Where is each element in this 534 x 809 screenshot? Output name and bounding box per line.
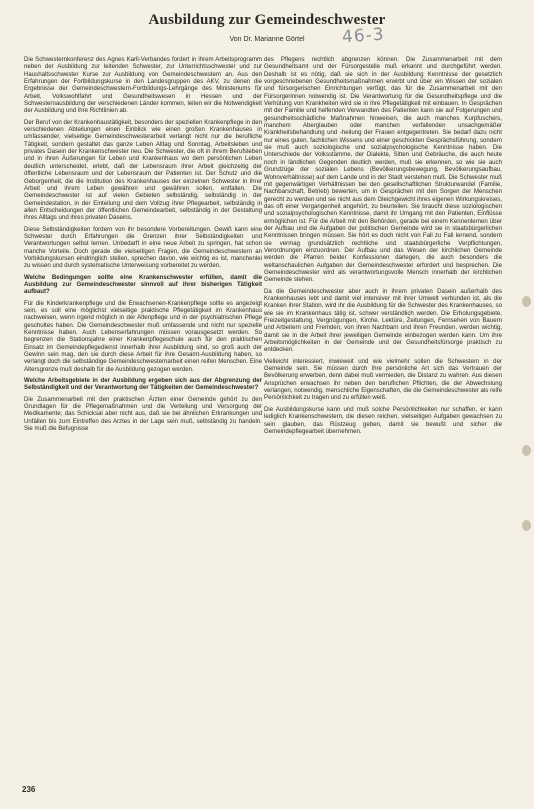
body-paragraph: Der Beruf von der Krankenhaustätigkeit, besonders der speziellen Krankenpflege in den verschiedenen Abteilungen einen Einblick wie einen großen Krankenhauses in umfassender, vielseitige Gemeindeschwesterarbeit verlangt nicht nur die berufliche Tätigkeit, sondern gestaltet das ganze Leben Alltag und Sonntag, Arbeitsleben und privates Dasein der Krankenschwester neu. Die Schwester, die oft in ihrem Berufsleben und in ihren Äußerungen für Leben und Krankenhaus wo dem persönlichen Leben deutlich unterscheidet, erlebt, daß der Lebensraum ihrer Arbeit gleichzeitig der öffentliche Lebensraum und der Lebensraum der Patienten ist. Der Schutz und die Geborgenheit, die die Institution des Krankenhauses der einzelnen Schwester in ihrer Arbeit und ihrem Leben gewähren und gewähren sollen, entfallen. Die Gemeindeschwester ist auf vielen Gebieten selbständig, selbständig in der Gemeindestation, in der Einteilung und dem Vollzug ihrer Pflegearbeit, selbständig in allen Entscheidungen der öffentlichen Gemeindearbeit, selbständig in der Gestaltung ihres Alltags und ihres privaten Daseins.: [24, 118, 262, 222]
body-paragraph: Vielleicht interessiert, inwieweit und wie vielmehr sollen die Schwestern in der Gemeinde sein. Sie müssen durch ihre persönliche Art sich das Vertrauen der Bevölkerung erwerben, denn dabei muß vermieden, die Distanz zu wahren. Aus diesen Ansprüchen erwachsen ihr neben den beruflichen Pflichten, die der Abwechslung verlangen, notwendig, menschliche Eigenschaften, die die Gemeindeschwester als reife Persönlichkeit zu tragen und zu erfüllen weiß.: [264, 357, 502, 402]
body-paragraph: des Pflegens rechtlich abgrenzen können. Die Zusammenarbeit mit dem Gesundheitsamt und der Fürsorgestelle muß erkannt und durchgeführt werden. Deshalb ist es nötig, daß sie sich in der Ausbildung Kenntnisse der gesetzlich vorgeschriebenen Gesundheitsmaßnahmen erwirbt und über ein Wissen der sozialen und fürsorgerischen Einrichtungen verfügt, das für die Zusammenarbeit mit den Fürsorgerinnen notwendig ist. Die Verantwortung für die Gesundheitspflege und die Verhütung von Krankheiten wird sie in ihre Pflegetätigkeit mit einbauen. In Gesprächen mit der Familie und helfenden Verwandten des Patienten kann sie auf Folgerungen und gesundheitsschädliche Maßnahmen hinweisen, die auch manches Kurpfuschers, manchem Aberglauben oder manchen verfallenden unsachgemäßer Krankheitsbehandlung und -heilung der Frauen entgegentreten. Sie bedarf dazu nicht nur eines guten, fachlichen Wissens und einer geschickten Gesprächsführung, sondern sie muß auch soziologische und sozialpsychologische Kenntnisse haben. Die Unterschiede der Volksstämme, der Dialekte, Sitten und Gebräuche, die auch heute noch in ländlichen Gegenden deutlich werden, muß sie erkennen, so wie sie auch Grundzüge der sozialen Lebens (Bevölkerungsbewegung, Bevölkerungsaufbau, Wohnverhältnisse) auf dem Lande und in der Stadt verstehen muß. Die Schwester muß mit gegenwärtigen Verhältnissen bei den gesellschaftlichen Strukturwandel (Familie, Nachbarschaft, Betrieb) bewerten, um in Gesprächen mit den Sorgen der Menschen gerecht zu werden und sie nicht aus dem Gleichgewicht ihres eigenen Wirkungskreises, das oft einer Vergangenheit angehört, zu beurteilen. Sie braucht diese soziologischen und sozialpsychologischen Kenntnisse, damit ihr Umgang mit den Patienten, Einflüsse ermöglichen ist. Für die Arbeit mit den Behörden, gerade bei einem Kennenlernen über der Aufbau und die Aufgaben der politischen Gemeinde wird sie in staatsbürgerlichen Kenntnissen bringen müssen. Sie hört es doch nicht von Fall zu Fall lernend, sondern sie vermag grundsätzlich rechtliche und staatsbürgerliche Verpflichtungen, Verordnungen einzuordnen. Der Aufbau und das Wesen der kirchlichen Gemeinde werden die Pfarren beider Konfessionen darlegen, die auch besonders die weltanschaulichen Aufgaben der Gemeindeschwester erfordert und besprechen. Die Gemeindeschwester wird als verantwortungsvolle Mensch innerhalb der kirchlichen Gemeinde stehen.: [264, 56, 502, 284]
body-paragraph: Diese Selbständigkeiten fordern von ihr besondere Vorbereitungen. Gewiß kann eine Schwester durch Erfahrungen die Grenzen ihrer Selbständigkeiten und Verantwortungen selbst lernen. Unbedarft in eine neue Arbeit zu springen, hat schon manche Vorteile. Doch gerade die vielseitigen Fragen, die Gemeindeschwestern an Vorbildungskursen eindringlich stellen, sprechen davon, wie wichtig es ist, manchenlei zu wissen und durch systematische Unterweisung vorbereitet zu werden.: [24, 225, 262, 270]
left-column: [24, 56, 262, 786]
punch-hole-icon: [522, 445, 531, 456]
body-paragraph: Für die Kinderkrankenpflege und die Erwachsenen-Krankenpflege sollte es angezeigt sein, es soll eine möglichst vielseitige praktische Pflegetätigkeit im Krankenhaus nachweisen, wenn irgend möglich in der Altenpflege und in der psychiatrischen Pflege geschultes haben. Die Gemeindeschwester muß umfassende und nicht nur spezielle Kenntnisse haben. Auch Lebenserfahrungen müssen vorausgesetzt werden. So begrenzen die Stationsjahre einer Krankenpflegeschule auch für den praktischen Einsatz im Gemeindepflegedienst innerhalb ihrer Ausbildung sind, so groß auch der Gewinn sein mag, den sie durch diese Arbeit für ihre Gesamt-Ausbildung haben, so verlangt doch die selbständige Gemeindeschwesternarbeit einen reifen Menschen. Eine Altersgrenze muß deshalb für die Ausbildung gezogen werden.: [24, 299, 262, 373]
body-paragraph: Die Zusammenarbeit mit den praktischen Ärzten einer Gemeinde gehört zu den Grundlagen für die Pflegemaßnahmen und die Verteilung und Versorgung der Medikamente; das Schicksal aber nicht aus, daß sie bei ähnlichen Erkrankungen und Unfällen bis zum Eintreffen des Arztes in der Lage sein muß, selbständig zu handeln. Sie muß die Befugnisse: [24, 395, 262, 433]
body-paragraph: Die Schwesternkonferenz des Agnes Karll-Verbandes fordert in ihrem Arbeitsprogramm neben der Ausbildung zur leitenden Schwester, zur Unterrichtsschwester und zur Haushaltsschwester Kurse zur Ausbildung von Gemeindeschwestern an. Aus den Erfahrungen der Fortbildungskurse in den Landesgruppen des AKV, zu denen die Ergebnisse der Gemeindeschwestern-Fortbildungs-Lehrgänge des Ministeriums für Arbeit, Volkswohlfahrt und Gesundheitswesen in Hessen und der Schwesternausbildung der verschiedenen Länder kommen, leiten wir die Notwendigkeit der Ausbildung und ihre Richtlinien ab.: [24, 56, 262, 115]
question-paragraph: Welche Arbeitsgebiete in der Ausbildung ergeben sich aus der Abgrenzung der Selbständigkeit und der Verantwortung der Tätigkeiten der Gemeindeschwester?: [24, 377, 262, 392]
punch-hole-icon: [522, 296, 531, 307]
punch-hole-icon: [522, 520, 531, 531]
article-author: Von Dr. Marianne Görtel: [229, 36, 305, 43]
handwritten-note: 46-3: [341, 24, 386, 48]
body-paragraph: Die Ausbildungskurse kann und muß solche Persönlichkeiten nur schaffen, er kann lediglich Krankenschwestern, die diesen reichen, vielseitigen Aufgaben gewachsen zu sein glauben, das Rüstzeug geben, damit sie bewußt und sicher die Gemeindepflegearbeit übernehmen.: [264, 405, 502, 435]
right-column: [264, 56, 502, 786]
article-title: Ausbildung zur Gemeindeschwester: [148, 12, 386, 28]
page-number: 236: [22, 785, 36, 794]
question-paragraph: Welche Bedingungen sollte eine Krankenschwester erfüllen, damit die Ausbildung zur Gemeindeschwester sinnvoll auf ihrer bisherigen Tätigkeit aufbaut?: [24, 273, 262, 296]
body-paragraph: Da die Gemeindeschwester aber auch in ihrem privaten Dasein außerhalb des Krankenhauses lebt und damit viel intensiver mit ihrer Umwelt verbunden ist, als die Kranken ihrer Station, wird ihr die Ausbildung für die Schwester des Krankenhauses, so wie sie im Krankenhaus tätig ist, schwer verständlich werden. Die Erholungsgebiete, Freizeitgestaltung, Vergnügungen, Kirche, Lektüre, Zeitungen, Fernsehen von Bauern und Arbeitern und Fremden, von ihren Nachbarn und ihren Freunden, werden wichtig, damit sie in die Arbeit ihrer jeweiligen Gemeinde einbezogen werden kann. Um ihre Arbeitsmöglichkeiten in der Gemeinde und der Gesundheitsfürsorge praktisch zu entdecken.: [264, 287, 502, 354]
